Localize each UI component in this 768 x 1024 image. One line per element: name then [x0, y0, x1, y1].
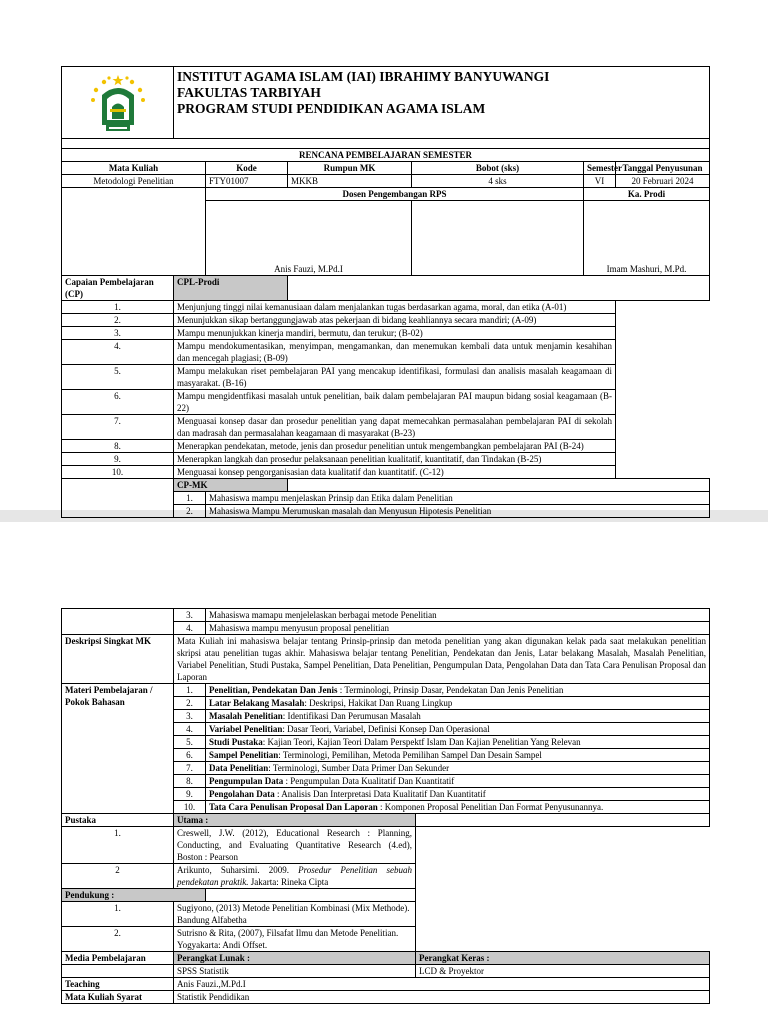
teaching-value: Anis Fauzi.,M.Pd.I — [174, 978, 710, 991]
materi-text — [206, 762, 710, 775]
pendukung-ref-row — [62, 902, 710, 927]
institution-name: INSTITUT AGAMA ISLAM (IAI) IBRAHIMY BANYUWANGI — [177, 69, 550, 84]
materi-title: Tata Cara Penulisan Proposal Dan Laporan — [209, 802, 378, 812]
materi-number: 1. — [174, 684, 206, 697]
materi-text — [206, 684, 710, 697]
teaching-label: Teaching — [62, 978, 174, 991]
cpl-row — [62, 415, 710, 440]
cpl-text: Menguasai konsep pengorganisasian data kualitatif dan kuantitatif. (C-12) — [174, 466, 616, 479]
materi-title: Pengumpulan Data — [209, 776, 284, 786]
materi-text — [206, 788, 710, 801]
materi-text — [206, 736, 710, 749]
rps-title: RENCANA PEMBELAJARAN SEMESTER — [62, 149, 710, 162]
kaprodi-label: Ka. Prodi — [584, 188, 710, 201]
materi-title: Studi Pustaka — [209, 737, 263, 747]
lunak-value: SPSS Statistik — [174, 965, 416, 978]
utama-ref-text — [174, 864, 416, 889]
cpmk-number: 1. — [174, 492, 206, 505]
utama-label-filler — [416, 814, 710, 827]
col-header-tanggal: Tanggal Penyusunan — [616, 162, 710, 175]
utama-ref-title: Prosedur Penelitian sebuah pendekatan praktik. — [177, 865, 412, 887]
cpl-label-filler — [288, 276, 710, 301]
cpl-row — [62, 466, 710, 479]
course-bobot: 4 sks — [412, 175, 584, 188]
cpl-text: Mampu menunjukkan kinerja mandiri, bermutu, dan terukur; (B-02) — [174, 327, 616, 340]
cpl-text: Menunjukkan sikap bertanggungjawab atas pekerjaan di bidang keahliannya secara mandiri; (A-09) — [174, 314, 616, 327]
col-header-rumpun: Rumpun MK — [288, 162, 412, 175]
materi-detail: : Dasar Teori, Variabel, Definisi Konsep Dan Operasional — [282, 724, 490, 734]
cpmk-text: Mahasiswa mamapu menjelelaskan berbagai metode Penelitian — [206, 609, 710, 622]
cpl-row — [62, 301, 710, 314]
spacer-row — [62, 139, 710, 149]
kaprodi-signature: Imam Mashuri, M.Pd. — [584, 201, 710, 276]
cpl-text: Menguasai konsep dasar dan prosedur penelitian yang dapat memecahkan permasalahan pembelajaran PAI di sekolah dan madrasah dan permasalahan keagamaan di masyarakat (B-23) — [174, 415, 616, 440]
cpmk-side-blank — [62, 479, 174, 492]
pendukung-label-filler — [206, 889, 416, 902]
utama-ref-text: Creswell, J.W. (2012), Educational Research : Planning, Conducting, and Evaluating Quantitative Research (4.ed), Boston : Pearson — [174, 827, 416, 864]
cpl-row — [62, 440, 710, 453]
course-name: Metodologi Penelitian — [62, 175, 206, 188]
cpl-number: 7. — [62, 415, 174, 440]
cpl-number: 2. — [62, 314, 174, 327]
utama-ref-number: 1. — [62, 827, 174, 864]
materi-text — [206, 723, 710, 736]
col-header-kode: Kode — [206, 162, 288, 175]
cpl-row — [62, 390, 710, 415]
course-code: FTY01007 — [206, 175, 288, 188]
pendukung-label: Pendukung : — [62, 889, 206, 902]
cpmk-text: Mahasiswa Mampu Merumuskan masalah dan Menyusun Hipotesis Penelitian — [206, 505, 710, 518]
materi-detail: : Deskripsi, Hakikat Dan Ruang Lingkup — [304, 698, 453, 708]
utama-ref-row — [62, 864, 710, 889]
pendukung-ref-row — [62, 927, 710, 952]
materi-title: Masalah Penelitian — [209, 711, 283, 721]
utama-ref-number: 2 — [62, 864, 174, 889]
materi-detail: : Pengumpulan Data Kualitatif Dan Kuantitatif — [283, 776, 455, 786]
cpmk-row — [62, 492, 710, 505]
materi-title: Variabel Penelitian — [209, 724, 283, 734]
col-header-semester: Semester — [584, 162, 616, 175]
materi-text — [206, 775, 710, 788]
cpl-row — [62, 340, 710, 365]
cpl-number: 3. — [62, 327, 174, 340]
utama-ref-row — [62, 827, 710, 864]
keras-label: Perangkat Keras : — [416, 952, 710, 965]
cpmk-side-blank — [62, 622, 174, 635]
materi-detail: : Analisis Dan Interpretasi Data Kualitatif Dan Kuantitatif — [274, 789, 486, 799]
cpmk-side-blank — [62, 492, 174, 505]
cpmk-number: 3. — [174, 609, 206, 622]
materi-number: 6. — [174, 749, 206, 762]
materi-row — [62, 684, 710, 697]
cpmk-row — [62, 609, 710, 622]
rps-continuation-table — [61, 608, 710, 1004]
pendukung-ref-number: 2. — [62, 927, 174, 952]
cpmk-text: Mahasiswa mampu menyusun proposal penelitian — [206, 622, 710, 635]
materi-number: 2. — [174, 697, 206, 710]
materi-text — [206, 801, 710, 814]
cpl-text: Mampu melakukan riset pembelajaran PAI yang mencakup identifikasi, formulasi dan analisis masalah keagamaan di masyarakat. (B-16) — [174, 365, 616, 390]
pendukung-ref-text: Sugiyono, (2013) Metode Penelitian Kombinasi (Mix Methode). Bandung Alfabetha — [174, 902, 416, 927]
cpl-number: 9. — [62, 453, 174, 466]
cpmk-number: 2. — [174, 505, 206, 518]
program-name: PROGRAM STUDI PENDIDIKAN AGAMA ISLAM — [177, 101, 486, 116]
cpl-text: Mampu mendokumentasikan, menyimpan, mengamankan, dan menemukan kembali data untuk menjamin kesahihan dan mencegah plagiasi; (B-09) — [174, 340, 616, 365]
cpl-number: 8. — [62, 440, 174, 453]
course-date: 20 Februari 2024 — [616, 175, 710, 188]
syarat-value: Statistik Pendidikan — [174, 991, 710, 1004]
materi-text — [206, 749, 710, 762]
cpl-row — [62, 327, 710, 340]
col-header-mata-kuliah: Mata Kuliah — [62, 162, 206, 175]
materi-number: 5. — [174, 736, 206, 749]
materi-title: Penelitian, Pendekatan Dan Jenis — [209, 685, 338, 695]
course-rumpun: MKKB — [288, 175, 412, 188]
deskripsi-text: Mata Kuliah ini mahasiswa belajar tentang Prinsip-prinsip dan metoda penelitian yang akan digunakan kelak pada saat melakukan penelitian skripsi atau penelitian tugas akhir. Mahasiswa belajar tentang Penelitian, Pendekatan dan Jenis, Latar belakang Masalah, Masalah Penelitian, Variabel Penelitian, Studi Pustaka, Sampel Penelitian, Data Penelitian, Pengumpulan Data, Pengolahan Data dan Tata Cara Penulisan Proposal dan Laporan — [174, 635, 710, 684]
faculty-name: FAKULTAS TARBIYAH — [177, 85, 321, 100]
cpmk-label: CP-MK — [174, 479, 288, 492]
cpmk-row — [62, 622, 710, 635]
pendukung-ref-number: 1. — [62, 902, 174, 927]
cpl-text: Menerapkan langkah dan prosedur pelaksanaan penelitian kualitatif, kuantitatif, dan Tindakan (B-25) — [174, 453, 616, 466]
cpmk-label-filler — [288, 479, 710, 492]
syarat-label: Mata Kuliah Syarat — [62, 991, 174, 1004]
utama-ref-author: Arikunto, Suharsimi. 2009. — [177, 865, 299, 875]
cpl-number: 1. — [62, 301, 174, 314]
cpmk-number: 4. — [174, 622, 206, 635]
cpl-number: 10. — [62, 466, 174, 479]
materi-number: 4. — [174, 723, 206, 736]
materi-detail: : Identifikasi Dan Perumusan Masalah — [282, 711, 421, 721]
col-header-bobot: Bobot (sks) — [412, 162, 584, 175]
utama-ref-publisher: Jakarta: Rineka Cipta — [248, 877, 329, 887]
keras-value: LCD & Proyektor — [416, 965, 710, 978]
logo-cell — [62, 67, 174, 139]
course-semester: VI — [584, 175, 616, 188]
materi-detail: : Terminologi, Sumber Data Primer Dan Sekunder — [268, 763, 450, 773]
cpl-text: Menjunjung tinggi nilai kemanusiaan dalam menjalankan tugas berdasarkan agama, moral, dan etika (A-01) — [174, 301, 616, 314]
materi-title: Latar Belakang Masalah — [209, 698, 305, 708]
materi-label: Materi Pembelajaran / Pokok Bahasan — [62, 684, 174, 814]
signature-blank-middle — [412, 201, 584, 276]
materi-title: Data Penelitian — [209, 763, 269, 773]
materi-title: Sampel Penelitian — [209, 750, 279, 760]
materi-number: 10. — [174, 801, 206, 814]
media-label: Media Pembelajaran — [62, 952, 174, 965]
cpl-number: 4. — [62, 340, 174, 365]
pustaka-label: Pustaka — [62, 814, 174, 827]
iai-ibrahimy-crest-icon — [88, 73, 148, 135]
cpmk-side-blank — [62, 505, 174, 518]
materi-number: 8. — [174, 775, 206, 788]
materi-number: 7. — [174, 762, 206, 775]
cpmk-side-blank — [62, 609, 174, 622]
cp-label: Capaian Pembelajaran (CP) — [62, 276, 174, 301]
cpl-number: 6. — [62, 390, 174, 415]
materi-text — [206, 697, 710, 710]
cpl-row — [62, 365, 710, 390]
materi-detail: : Terminologi, Pemilihan, Metoda Pemilihan Sampel Dan Desain Sampel — [278, 750, 542, 760]
cpl-row — [62, 314, 710, 327]
rps-header-table — [61, 66, 710, 518]
cpl-text: Mampu mengidentfikasi masalah untuk penelitian, baik dalam pembelajaran PAI maupun bidang sosial keagamaan (B-22) — [174, 390, 616, 415]
dosen-label: Dosen Pengembangan RPS — [206, 188, 584, 201]
materi-number: 9. — [174, 788, 206, 801]
institution-header — [174, 67, 710, 139]
media-side-blank — [62, 965, 174, 978]
cpmk-row — [62, 505, 710, 518]
materi-number: 3. — [174, 710, 206, 723]
document-page-2 — [0, 522, 768, 1024]
cpl-row — [62, 453, 710, 466]
utama-label: Utama : — [174, 814, 416, 827]
cpl-text: Menerapkan pendekatan, metode, jenis dan prosedur penelitian untuk mengembangkan pembelajaran PAI (B-24) — [174, 440, 616, 453]
cpmk-text: Mahasiswa mampu menjelaskan Prinsip dan Etika dalam Penelitian — [206, 492, 710, 505]
cpl-label: CPL-Prodi — [174, 276, 288, 301]
deskripsi-label: Deskripsi Singkat MK — [62, 635, 174, 684]
materi-detail: : Komponen Proposal Penelitian Dan Format Penyusunannya. — [377, 802, 604, 812]
materi-title: Pengolahan Data — [209, 789, 275, 799]
materi-detail: : Terminologi, Prinsip Dasar, Pendekatan Dan Jenis Penelitian — [337, 685, 564, 695]
pendukung-ref-text: Sutrisno & Rita, (2007), Filsafat Ilmu dan Metode Penelitian. Yogyakarta: Andi Offset. — [174, 927, 416, 952]
materi-text — [206, 710, 710, 723]
materi-detail: : Kajian Teori, Kajian Teori Dalam Perspektf Islam Dan Kajian Penelitian Yang Relevan — [262, 737, 581, 747]
signature-blank — [62, 188, 206, 276]
dosen-signature: Anis Fauzi, M.Pd.I — [206, 201, 412, 276]
cpl-number: 5. — [62, 365, 174, 390]
lunak-label: Perangkat Lunak : — [174, 952, 416, 965]
